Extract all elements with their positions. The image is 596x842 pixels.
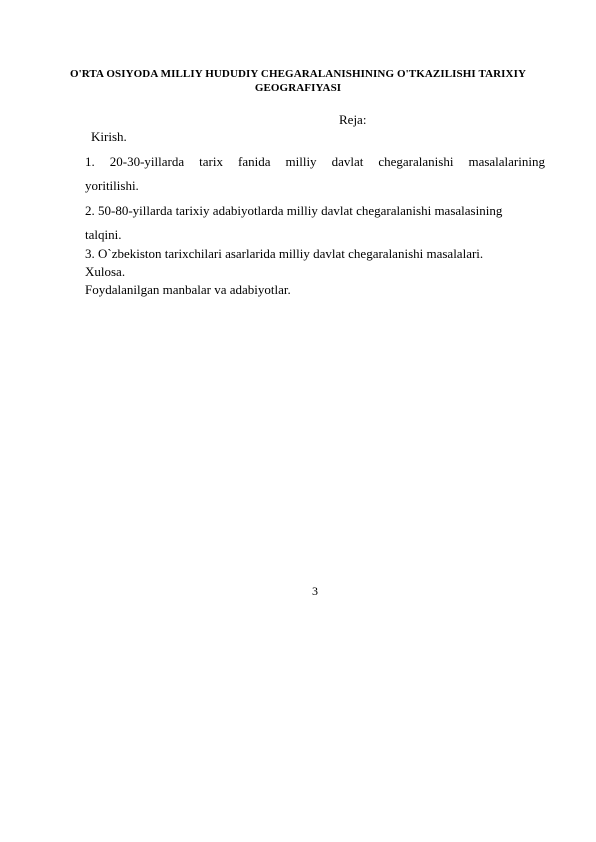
page-number: 3 xyxy=(312,584,318,598)
title-line-2: GEOGRAFIYASI xyxy=(254,82,342,94)
plan-item-1-word: tarix xyxy=(199,154,223,169)
title-line-1: O'RTA OSIYODA MILLIY HUDUDIY CHEGARALANISHINING O'TKAZILISHI TARIXIY xyxy=(69,68,527,80)
plan-item-references: Foydalanilgan manbalar va adabiyotlar. xyxy=(85,282,291,297)
plan-item-1-word: 20-30-yillarda xyxy=(109,154,185,169)
plan-item-conclusion: Xulosa. xyxy=(85,264,126,279)
plan-item-1-word: fanida xyxy=(238,154,271,169)
plan-item-1-word: davlat xyxy=(331,154,364,169)
plan-item-1-line-1 xyxy=(85,154,545,170)
plan-item-2: 2. 50-80-yillarda tarixiy adabiyotlarda milliy davlat chegaralanishi masalasining xyxy=(85,203,503,218)
plan-item-1-word: 1. xyxy=(85,154,95,169)
plan-item-introduction: Kirish. xyxy=(91,129,127,144)
plan-item-1-continuation: yoritilishi. xyxy=(85,178,139,193)
document-title xyxy=(30,67,566,95)
plan-item-1 xyxy=(85,154,545,170)
plan-item-1-word: masalalarining xyxy=(468,154,545,169)
plan-item-1-word: chegaralanishi xyxy=(378,154,454,169)
plan-item-1-word: milliy xyxy=(285,154,317,169)
plan-item-3: 3. O`zbekiston tarixchilari asarlarida milliy davlat chegaralanishi masalalari. xyxy=(85,246,484,261)
plan-heading: Reja: xyxy=(339,112,367,127)
plan-item-2-continuation: talqini. xyxy=(85,227,122,242)
